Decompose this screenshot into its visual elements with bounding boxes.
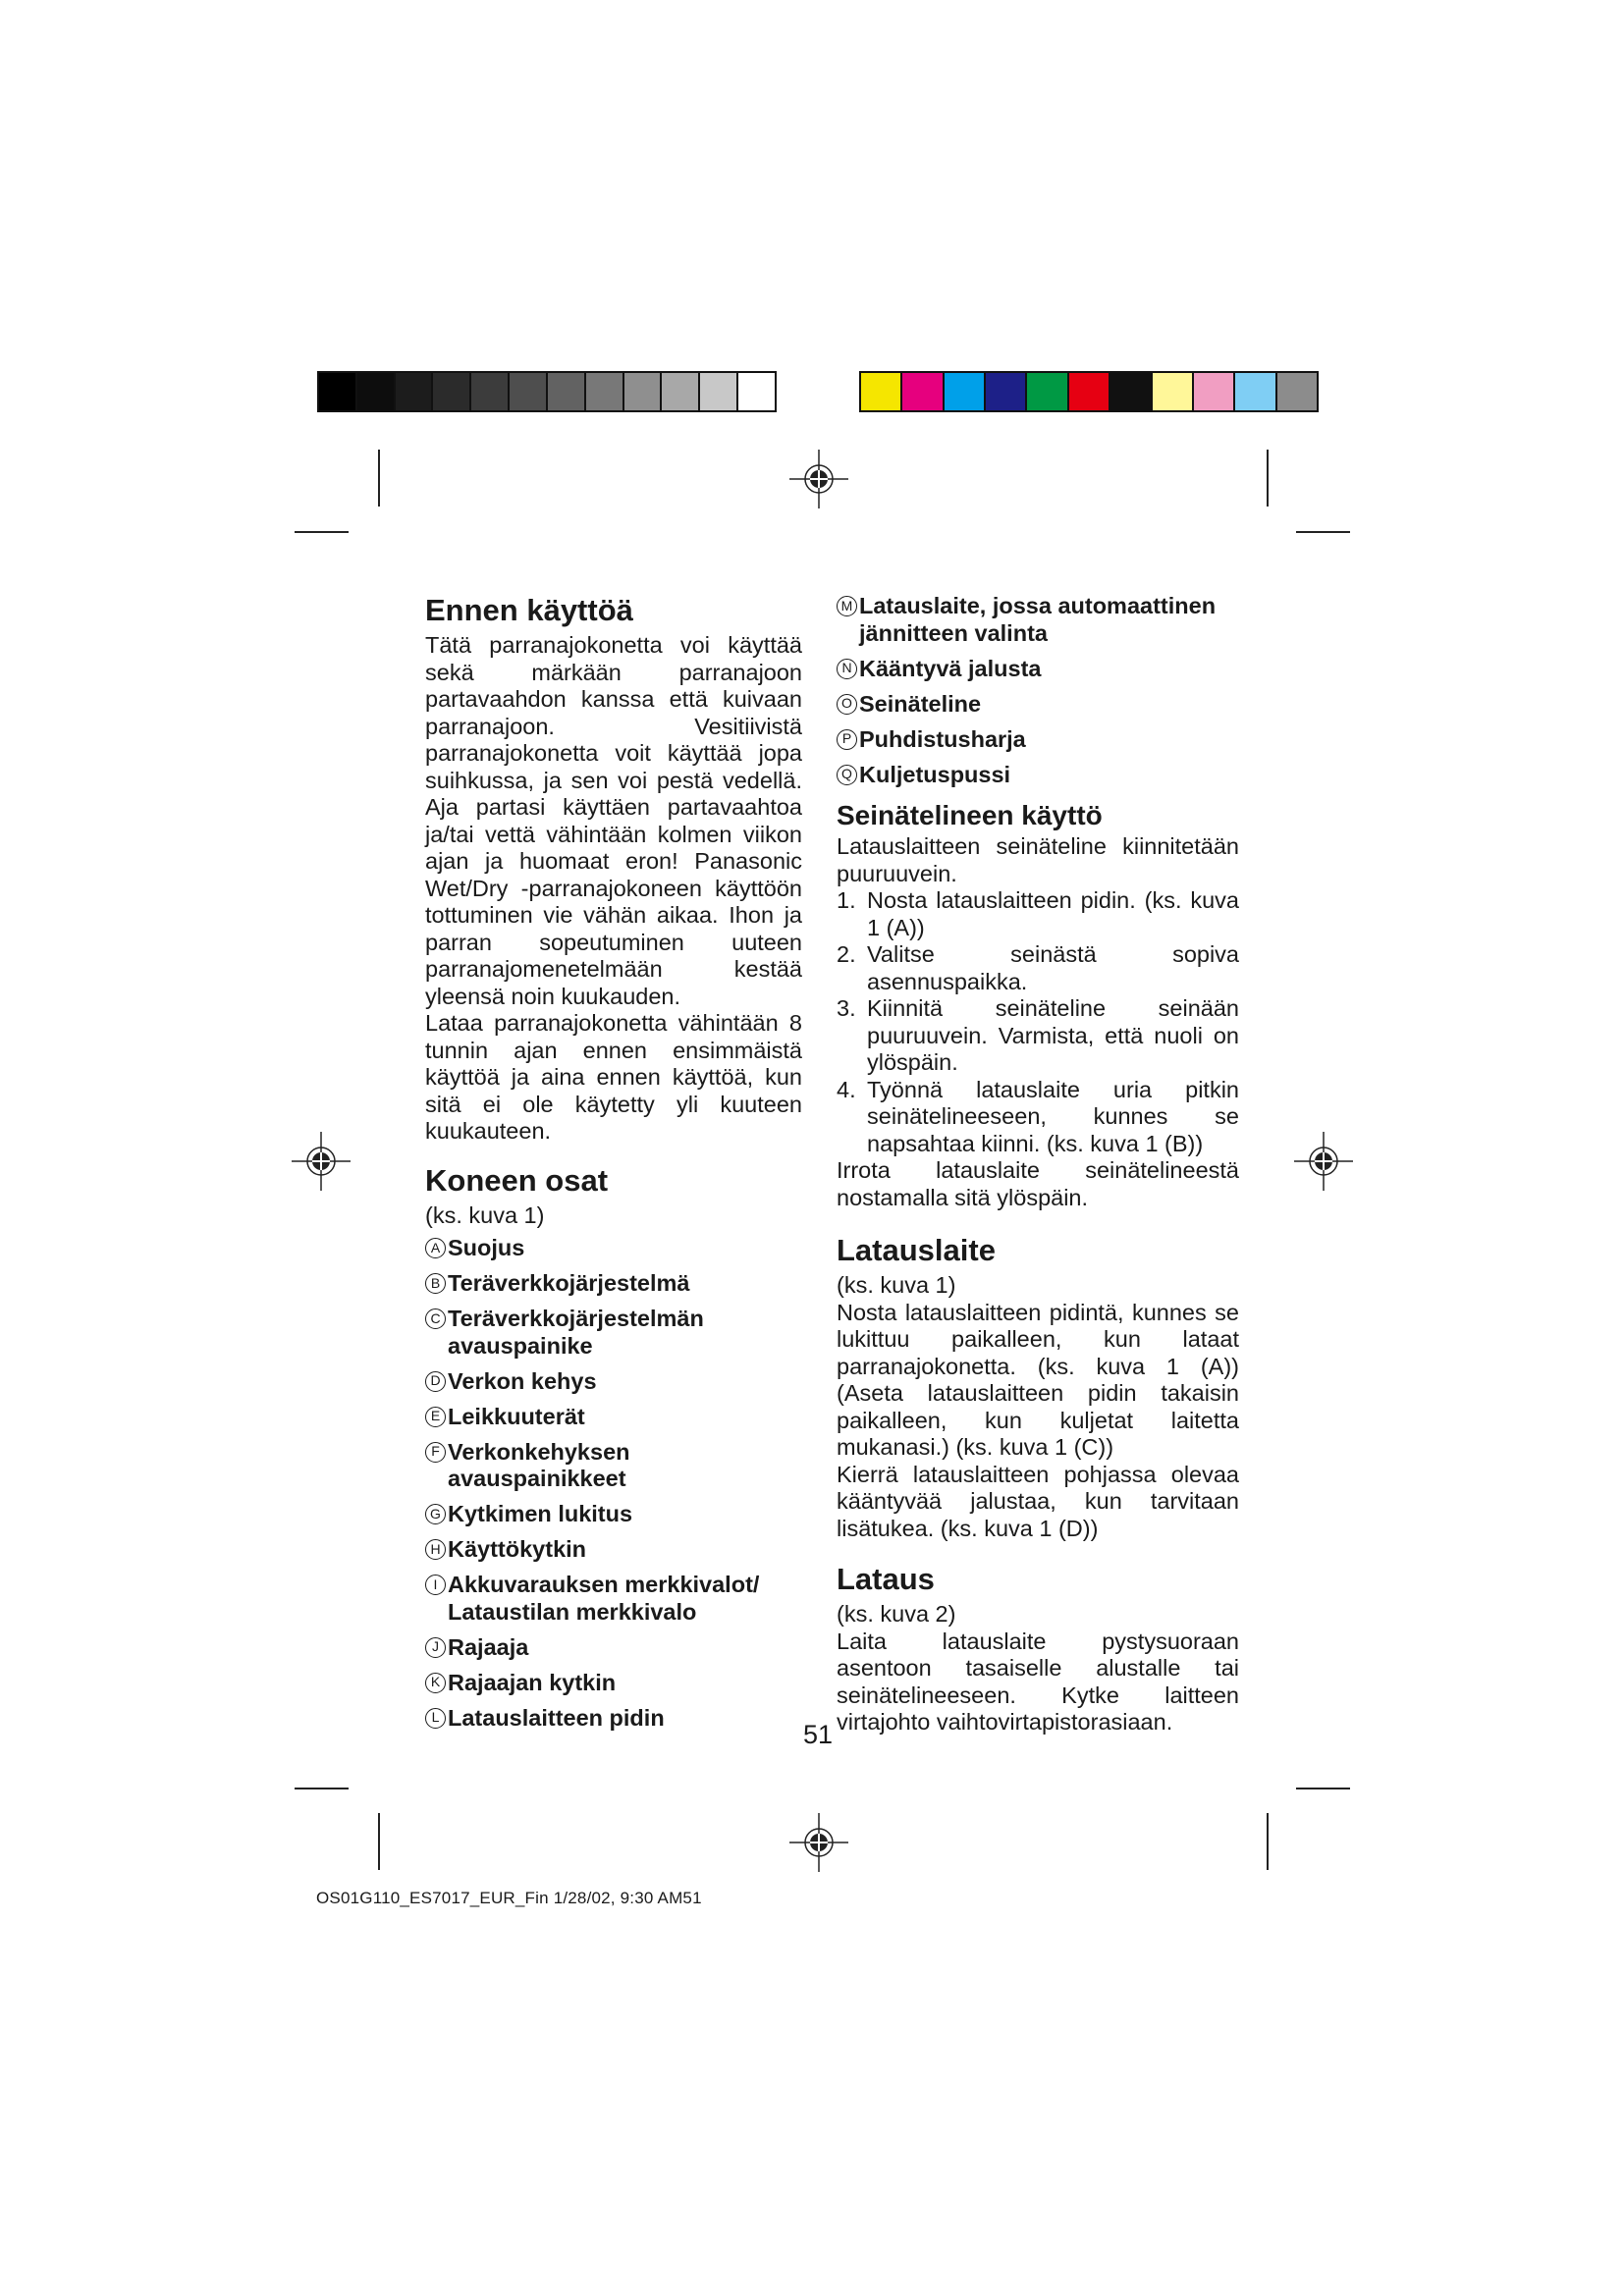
before-use-section [425,593,802,1146]
part-letter-icon: L [425,1708,446,1729]
charger-heading: Latauslaite [837,1233,996,1267]
step-text: Valitse seinästä sopiva asennuspaikka. [867,941,1239,994]
registration-mark-bottom-icon [789,1813,848,1872]
part-letter-icon: J [425,1637,446,1658]
part-item [425,1536,802,1564]
part-item [425,1705,802,1733]
part-item [425,1670,802,1697]
wall-mount-step [837,941,1239,995]
crop-mark [1267,450,1269,507]
color-calibration-bar [859,371,1319,412]
step-text: Nosta latauslaitteen pidin. (ks. kuva 1 (A)) [867,887,1239,940]
part-label: Seinäteline [859,690,982,717]
part-letter-icon: F [425,1442,446,1463]
crop-mark [378,1813,380,1870]
part-label: Latauslaite, jossa automaattinen jännitteen valinta [859,593,1217,646]
gray-swatch [738,373,775,410]
color-swatch [1235,373,1276,410]
part-label: Leikkuuterät [448,1403,585,1429]
gray-swatch [357,373,396,410]
before-use-heading: Ennen käyttöä [425,593,633,627]
step-number: 1. [837,887,856,913]
part-item [837,656,1239,683]
wall-mount-section [837,800,1239,1211]
part-item [837,762,1239,789]
part-letter-icon: E [425,1407,446,1427]
part-letter-icon: P [837,729,857,750]
charger-stand-paragraph: Kierrä latauslaitteen pohjassa olevaa kääntyvää jalustaa, kun tarvitaan lisätukea. (ks. kuva 1 (D)) [837,1461,1239,1541]
part-letter-icon: M [837,596,857,616]
gray-swatch [662,373,700,410]
part-label: Käyttökytkin [448,1536,587,1562]
charging-heading: Lataus [837,1562,935,1596]
registration-mark-left-icon [292,1132,351,1191]
gray-swatch [700,373,738,410]
registration-mark-right-icon [1294,1132,1353,1191]
before-use-charging-paragraph: Lataa parranajokonetta vähintään 8 tunnin ajan ennen ensimmäistä käyttöä ja aina ennen käyttöä, kun sitä ei ole käytetty yli kuuteen kuukauteen. [425,1010,802,1144]
crop-mark [1267,1813,1269,1870]
part-letter-icon: Q [837,765,857,785]
crop-mark [378,450,380,507]
gray-swatch [319,373,357,410]
gray-swatch [548,373,586,410]
step-text: Kiinnitä seinäteline seinään puuruuvein. Varmista, että nuoli on ylöspäin. [867,995,1239,1075]
part-label: Rajaaja [448,1633,529,1660]
wall-mount-intro: Latauslaitteen seinäteline kiinnitetään puuruuvein. [837,833,1239,886]
wall-mount-heading: Seinätelineen käyttö [837,800,1103,830]
part-letter-icon: K [425,1673,446,1693]
crop-mark [1296,1788,1350,1789]
part-label: Puhdistusharja [859,725,1026,752]
part-label: Latauslaitteen pidin [448,1704,665,1731]
part-item [837,691,1239,719]
step-text: Työnnä latauslaite uria pitkin seinätelineeseen, kunnes se napsahtaa kiinni. (ks. kuva 1 (B)) [867,1076,1239,1156]
parts-heading: Koneen osat [425,1162,609,1198]
parts-figure-ref: (ks. kuva 1) [425,1201,545,1228]
part-letter-icon: H [425,1539,446,1560]
registration-mark-top-icon [789,450,848,508]
part-item [837,593,1239,647]
part-label: Verkon kehys [448,1367,597,1394]
color-swatch [1069,373,1110,410]
wall-mount-step [837,1077,1239,1158]
wall-mount-outro: Irrota latauslaite seinätelineestä nostamalla sitä ylöspäin. [837,1157,1239,1210]
before-use-paragraph: Tätä parranajokonetta voi käyttää sekä märkään parranajoon partavaahdon kanssa että kuivaan parranajoon. Vesitiivistä parranajokonetta voit käyttää jopa suihkussa, ja sen voi pestä vedellä. Aja partasi käyttäen partavaahtoa ja/tai vettä vähintään kolmen viikon ajan ja huomaat eron! Panasonic Wet/Dry -parranajokoneen käyttöön tottuminen vie vähän aikaa. Ihon ja parran sopeutuminen uuteen parranajomenetelmään kestää yleensä noin kuukauden. [425,632,802,1009]
part-item [425,1501,802,1528]
gray-swatch [433,373,471,410]
part-letter-icon: G [425,1504,446,1524]
part-letter-icon: I [425,1575,446,1595]
color-swatch [861,373,902,410]
part-label: Suojus [448,1235,525,1260]
parts-section [425,1163,802,1733]
print-footer: OS01G110_ES7017_EUR_Fin 1/28/02, 9:30 AM51 [316,1889,702,1907]
step-number: 3. [837,995,856,1021]
gray-swatch [586,373,624,410]
part-letter-icon: D [425,1371,446,1392]
part-item [425,1439,802,1493]
color-swatch [1110,373,1152,410]
color-swatch [986,373,1027,410]
parts-list-continued [837,593,1239,788]
parts-list [425,1235,802,1732]
crop-mark [295,531,349,533]
part-item [425,1404,802,1431]
part-label: Rajaajan kytkin [448,1669,617,1695]
part-label: Akkuvarauksen merkkivalot/ Lataustilan merkkivalo [448,1572,760,1625]
charger-paragraph: Nosta latauslaitteen pidintä, kunnes se lukittuu paikalleen, kun lataat parranajokonetta. (ks. kuva 1 (A)) (Aseta latauslaitteen pidin takaisin paikalleen, kun kuljetat laitetta mukanasi.) (ks. kuva 1 (C)) [837,1299,1239,1460]
wall-mount-step [837,995,1239,1077]
color-swatch [1027,373,1068,410]
part-item [425,1368,802,1396]
part-letter-icon: B [425,1273,446,1294]
part-label: Kuljetuspussi [859,761,1011,787]
part-item [425,1235,802,1262]
gray-swatch [396,373,434,410]
part-item [425,1306,802,1360]
part-letter-icon: A [425,1238,446,1258]
part-label: Teräverkkojärjestelmän avauspainike [448,1306,704,1359]
crop-mark [295,1788,349,1789]
left-column [425,593,802,1747]
color-swatch [945,373,986,410]
wall-mount-step [837,887,1239,941]
part-label: Teräverkkojärjestelmä [448,1270,690,1296]
page-number: 51 [803,1720,834,1749]
charger-section [837,1233,1239,1542]
part-letter-icon: N [837,659,857,679]
right-column [837,593,1239,1752]
part-letter-icon: C [425,1308,446,1329]
color-swatch [1153,373,1194,410]
part-label: Verkonkehyksen avauspainikkeet [448,1438,630,1491]
part-label: Kääntyvä jalusta [859,655,1042,681]
wall-mount-steps [837,887,1239,1157]
charging-section [837,1562,1239,1736]
color-swatch [902,373,944,410]
step-number: 4. [837,1076,856,1102]
gray-swatch [510,373,548,410]
part-label: Kytkimen lukitus [448,1501,633,1526]
color-swatch [1277,373,1317,410]
part-item [425,1634,802,1662]
charging-paragraph: Laita latauslaite pystysuoraan asentoon tasaiselle alustalle tai seinätelineeseen. Kytke laitteen virtajohto vaihtovirtapistorasiaan. [837,1628,1239,1735]
part-letter-icon: O [837,694,857,715]
step-number: 2. [837,941,856,967]
grayscale-calibration-bar [317,371,777,412]
part-item [425,1270,802,1298]
color-swatch [1194,373,1235,410]
part-item [425,1572,802,1626]
charger-figure-ref: (ks. kuva 1) [837,1272,956,1298]
charging-figure-ref: (ks. kuva 2) [837,1601,956,1627]
gray-swatch [471,373,510,410]
crop-mark [1296,531,1350,533]
gray-swatch [624,373,663,410]
part-item [837,726,1239,754]
